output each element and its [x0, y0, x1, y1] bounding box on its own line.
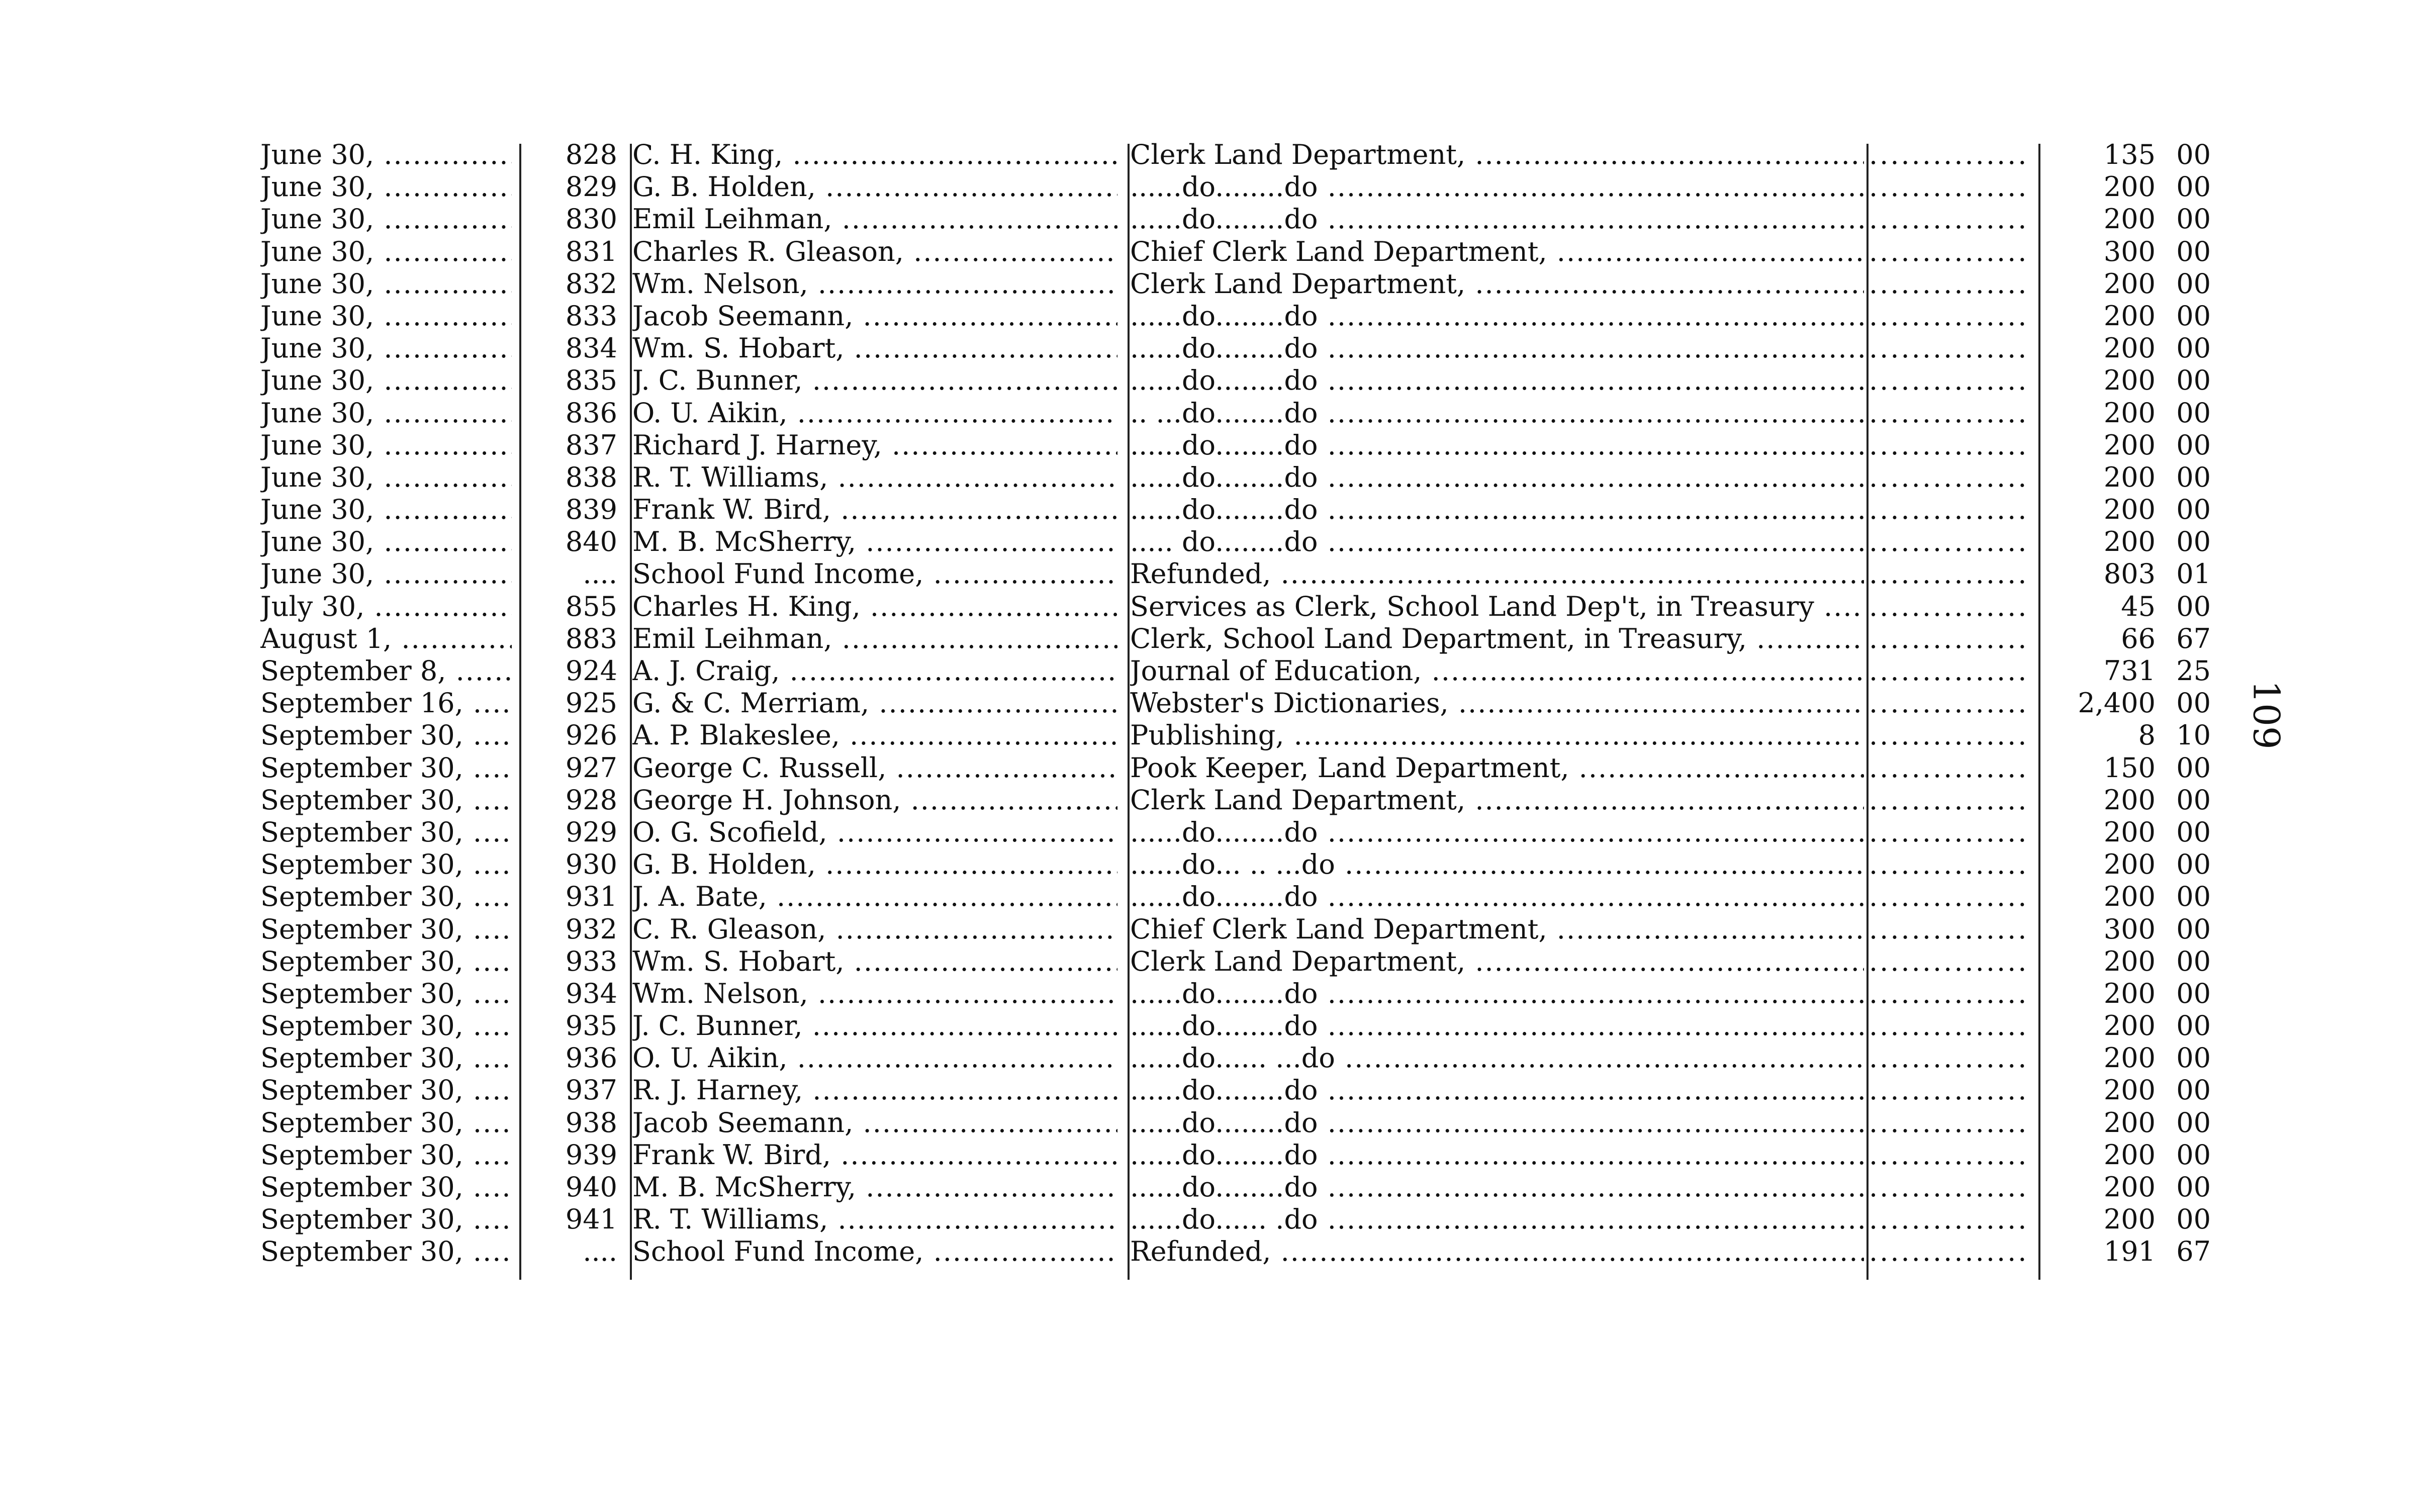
table-row [260, 558, 2221, 590]
row-description: Chief Clerk Land Department, ..... [1130, 913, 1864, 946]
row-amount-dollars: 200 [2103, 848, 2156, 881]
row-payee: C. R. Gleason, ..... [632, 913, 1117, 946]
row-description: Refunded, ..... [1130, 1236, 1864, 1268]
row-description: Services as Clerk, School Land Dep't, in Treasury ..... [1130, 591, 1864, 623]
row-amount-dollars: 200 [2103, 1106, 2156, 1139]
row-payee: Wm. S. Hobart, ..... [632, 946, 1117, 978]
row-voucher-number: 939 [565, 1139, 617, 1171]
row-voucher-number: 833 [565, 300, 617, 332]
row-amount-dollars: 200 [2103, 977, 2156, 1009]
row-payee: J. A. Bate, ..... [632, 881, 1117, 913]
row-amount-dollars: 200 [2103, 1203, 2156, 1236]
row-date: June 30, ..... [260, 203, 512, 235]
table-row [260, 816, 2221, 848]
row-amount-cents: 00 [2176, 881, 2211, 913]
row-description: ......do........do ..... [1130, 978, 1864, 1010]
row-amount-dollars: 135 [2103, 139, 2156, 170]
row-description: ......do........do ..... [1130, 494, 1864, 526]
table-row [260, 1203, 2221, 1236]
row-voucher-number: 839 [565, 494, 617, 526]
row-amount-dollars: 200 [2103, 1139, 2156, 1171]
row-amount-dollars: 200 [2103, 945, 2156, 977]
row-date: September 30, ..... [260, 1236, 512, 1268]
table-row [260, 752, 2221, 784]
row-description: Clerk Land Department, ..... [1130, 784, 1864, 816]
row-description: ......do........do ..... [1130, 332, 1864, 364]
row-payee: School Fund Income, ..... [632, 1236, 1117, 1268]
row-description: Journal of Education, ..... [1130, 655, 1864, 687]
row-date: June 30, ..... [260, 171, 512, 203]
table-row [260, 1171, 2221, 1203]
row-voucher-number: 834 [565, 332, 617, 364]
row-voucher-number: 924 [565, 655, 617, 687]
row-amount-cents: 25 [2176, 655, 2211, 687]
row-amount-dollars: 200 [2103, 171, 2156, 203]
row-amount-cents: 00 [2176, 1139, 2211, 1171]
row-date: June 30, ..... [260, 494, 512, 526]
row-voucher-number: 927 [565, 751, 617, 784]
row-description: ......do... .. ...do ..... [1130, 848, 1864, 881]
row-blank-column [1869, 1074, 2025, 1106]
row-amount-cents: 00 [2176, 461, 2211, 493]
row-payee: Charles H. King, ..... [632, 591, 1117, 623]
table-row [260, 623, 2221, 655]
row-voucher-number: 935 [565, 1010, 617, 1042]
row-description: Pook Keeper, Land Department, ..... [1130, 752, 1864, 784]
row-amount-dollars: 191 [2103, 1236, 2156, 1268]
row-date: September 30, ..... [260, 752, 512, 784]
row-description: ......do........do ..... [1130, 429, 1864, 461]
row-date: September 30, ..... [260, 946, 512, 978]
row-voucher-number: .... [583, 558, 617, 590]
table-row [260, 203, 2221, 235]
row-payee: Jacob Seemann, ..... [632, 1107, 1117, 1139]
row-amount-dollars: 200 [2103, 461, 2156, 493]
row-date: August 1, ..... [260, 623, 512, 655]
row-voucher-number: 926 [565, 719, 617, 751]
row-blank-column [1869, 332, 2025, 364]
table-row [260, 364, 2221, 397]
row-voucher-number: 883 [565, 622, 617, 654]
row-amount-cents: 67 [2176, 1236, 2211, 1268]
row-description: ......do........do ..... [1130, 1074, 1864, 1106]
row-payee: Charles R. Gleason, ..... [632, 236, 1117, 268]
row-payee: J. C. Bunner, ..... [632, 1010, 1117, 1042]
table-row [260, 1107, 2221, 1139]
row-voucher-number: 925 [565, 687, 617, 719]
row-blank-column [1869, 1203, 2025, 1236]
row-date: June 30, ..... [260, 558, 512, 590]
row-blank-column [1869, 1107, 2025, 1139]
row-blank-column [1869, 719, 2025, 751]
row-blank-column [1869, 429, 2025, 461]
row-amount-cents: 00 [2176, 397, 2211, 429]
row-voucher-number: 838 [565, 461, 617, 493]
row-payee: R. T. Williams, ..... [632, 1203, 1117, 1236]
row-date: September 30, ..... [260, 881, 512, 913]
row-payee: Richard J. Harney, ..... [632, 429, 1117, 461]
table-row [260, 1236, 2221, 1268]
table-row [260, 687, 2221, 719]
row-amount-cents: 10 [2176, 719, 2211, 751]
page-number: 109 [2245, 680, 2288, 749]
row-blank-column [1869, 526, 2025, 558]
row-date: June 30, ..... [260, 268, 512, 300]
table-row [260, 719, 2221, 751]
table-row [260, 848, 2221, 881]
row-amount-dollars: 2,400 [2078, 687, 2156, 719]
table-row [260, 171, 2221, 203]
table-row [260, 913, 2221, 946]
row-blank-column [1869, 1236, 2025, 1268]
row-amount-cents: 00 [2176, 171, 2211, 203]
row-voucher-number: 837 [565, 429, 617, 461]
row-voucher-number: .... [583, 1236, 617, 1268]
row-amount-dollars: 200 [2103, 203, 2156, 235]
table-row [260, 1139, 2221, 1171]
row-amount-cents: 00 [2176, 590, 2211, 622]
table-row [260, 784, 2221, 816]
row-payee: O. U. Aikin, ..... [632, 1042, 1117, 1074]
row-description: ......do........do ..... [1130, 171, 1864, 203]
row-date: September 30, ..... [260, 1203, 512, 1236]
row-amount-cents: 00 [2176, 235, 2211, 267]
row-date: July 30, ..... [260, 591, 512, 623]
row-date: September 30, ..... [260, 1107, 512, 1139]
row-voucher-number: 828 [565, 139, 617, 170]
row-blank-column [1869, 268, 2025, 300]
row-payee: George C. Russell, ..... [632, 752, 1117, 784]
table-row [260, 591, 2221, 623]
row-amount-cents: 00 [2176, 848, 2211, 881]
table-row [260, 1074, 2221, 1106]
row-description: ......do........do ..... [1130, 1107, 1864, 1139]
row-description: ......do........do ..... [1130, 1139, 1864, 1171]
row-amount-cents: 00 [2176, 526, 2211, 558]
row-date: September 16, ..... [260, 687, 512, 719]
row-description: ......do........do ..... [1130, 300, 1864, 332]
row-payee: M. B. McSherry, ..... [632, 526, 1117, 558]
row-description: Clerk Land Department, ..... [1130, 268, 1864, 300]
row-blank-column [1869, 1171, 2025, 1203]
row-date: September 30, ..... [260, 1139, 512, 1171]
row-amount-dollars: 731 [2103, 655, 2156, 687]
row-blank-column [1869, 591, 2025, 623]
row-blank-column [1869, 397, 2025, 429]
table-row [260, 881, 2221, 913]
row-payee: R. T. Williams, ..... [632, 461, 1117, 494]
row-voucher-number: 930 [565, 848, 617, 881]
row-voucher-number: 936 [565, 1042, 617, 1074]
row-amount-dollars: 200 [2103, 364, 2156, 397]
row-voucher-number: 933 [565, 945, 617, 977]
row-blank-column [1869, 558, 2025, 590]
row-date: June 30, ..... [260, 429, 512, 461]
row-voucher-number: 830 [565, 203, 617, 235]
row-date: September 30, ..... [260, 1171, 512, 1203]
row-amount-cents: 00 [2176, 494, 2211, 526]
row-amount-dollars: 200 [2103, 881, 2156, 913]
row-voucher-number: 938 [565, 1106, 617, 1139]
table-row [260, 494, 2221, 526]
row-description: ......do........do ..... [1130, 364, 1864, 397]
row-blank-column [1869, 1010, 2025, 1042]
row-date: September 30, ..... [260, 816, 512, 848]
row-blank-column [1869, 881, 2025, 913]
table-row [260, 1042, 2221, 1074]
row-amount-cents: 00 [2176, 429, 2211, 461]
row-description: Clerk, School Land Department, in Treasury, ..... [1130, 623, 1864, 655]
row-voucher-number: 831 [565, 235, 617, 267]
row-amount-cents: 00 [2176, 945, 2211, 977]
row-amount-dollars: 66 [2121, 622, 2156, 654]
table-row [260, 429, 2221, 461]
row-voucher-number: 832 [565, 267, 617, 300]
table-row [260, 946, 2221, 978]
row-payee: A. J. Craig, ..... [632, 655, 1117, 687]
row-amount-dollars: 200 [2103, 1171, 2156, 1203]
row-payee: O. U. Aikin, ..... [632, 397, 1117, 429]
row-date: September 30, ..... [260, 913, 512, 946]
row-payee: School Fund Income, ..... [632, 558, 1117, 590]
row-blank-column [1869, 1042, 2025, 1074]
row-description: Webster's Dictionaries, ..... [1130, 687, 1864, 719]
row-voucher-number: 855 [565, 590, 617, 622]
row-amount-dollars: 300 [2103, 235, 2156, 267]
row-amount-dollars: 150 [2103, 751, 2156, 784]
row-amount-cents: 00 [2176, 332, 2211, 364]
row-payee: Wm. S. Hobart, ..... [632, 332, 1117, 364]
row-voucher-number: 941 [565, 1203, 617, 1236]
row-description: Refunded, ..... [1130, 558, 1864, 590]
row-amount-dollars: 200 [2103, 332, 2156, 364]
row-description: ......do........do ..... [1130, 203, 1864, 235]
row-description: ......do...... ...do ..... [1130, 1042, 1864, 1074]
row-description: ......do........do ..... [1130, 881, 1864, 913]
row-payee: R. J. Harney, ..... [632, 1074, 1117, 1106]
row-blank-column [1869, 913, 2025, 946]
row-payee: A. P. Blakeslee, ..... [632, 719, 1117, 751]
row-amount-cents: 00 [2176, 267, 2211, 300]
row-date: June 30, ..... [260, 332, 512, 364]
row-date: September 30, ..... [260, 848, 512, 881]
row-date: June 30, ..... [260, 300, 512, 332]
row-voucher-number: 940 [565, 1171, 617, 1203]
row-amount-cents: 00 [2176, 203, 2211, 235]
table-row [260, 526, 2221, 558]
row-description: ..... do........do ..... [1130, 526, 1864, 558]
row-date: June 30, ..... [260, 397, 512, 429]
row-blank-column [1869, 494, 2025, 526]
row-payee: Frank W. Bird, ..... [632, 494, 1117, 526]
row-amount-dollars: 300 [2103, 913, 2156, 945]
row-voucher-number: 937 [565, 1074, 617, 1106]
row-amount-cents: 00 [2176, 687, 2211, 719]
row-blank-column [1869, 364, 2025, 397]
table-row [260, 236, 2221, 268]
table-row [260, 139, 2221, 171]
row-date: June 30, ..... [260, 364, 512, 397]
row-voucher-number: 836 [565, 397, 617, 429]
row-blank-column [1869, 687, 2025, 719]
row-blank-column [1869, 752, 2025, 784]
row-amount-cents: 00 [2176, 1106, 2211, 1139]
table-row [260, 978, 2221, 1010]
row-description: ......do........do ..... [1130, 1010, 1864, 1042]
ledger-table [260, 139, 2221, 1268]
row-payee: Wm. Nelson, ..... [632, 268, 1117, 300]
row-date: June 30, ..... [260, 461, 512, 494]
row-blank-column [1869, 623, 2025, 655]
table-row [260, 268, 2221, 300]
row-amount-dollars: 8 [2138, 719, 2156, 751]
row-date: June 30, ..... [260, 139, 512, 171]
table-row [260, 461, 2221, 494]
row-amount-cents: 01 [2176, 558, 2211, 590]
row-voucher-number: 840 [565, 526, 617, 558]
row-payee: G. & C. Merriam, ..... [632, 687, 1117, 719]
row-amount-dollars: 200 [2103, 300, 2156, 332]
row-voucher-number: 929 [565, 816, 617, 848]
row-amount-cents: 00 [2176, 913, 2211, 945]
row-amount-cents: 00 [2176, 300, 2211, 332]
row-date: September 30, ..... [260, 784, 512, 816]
row-amount-cents: 00 [2176, 1074, 2211, 1106]
row-date: September 30, ..... [260, 1042, 512, 1074]
row-date: June 30, ..... [260, 236, 512, 268]
table-row [260, 655, 2221, 687]
row-amount-dollars: 200 [2103, 1042, 2156, 1074]
row-amount-dollars: 200 [2103, 1010, 2156, 1042]
row-payee: M. B. McSherry, ..... [632, 1171, 1117, 1203]
row-amount-dollars: 803 [2103, 558, 2156, 590]
row-payee: Frank W. Bird, ..... [632, 1139, 1117, 1171]
row-blank-column [1869, 978, 2025, 1010]
row-payee: J. C. Bunner, ..... [632, 364, 1117, 397]
row-amount-dollars: 200 [2103, 267, 2156, 300]
row-amount-cents: 00 [2176, 751, 2211, 784]
row-blank-column [1869, 816, 2025, 848]
row-blank-column [1869, 655, 2025, 687]
row-payee: Jacob Seemann, ..... [632, 300, 1117, 332]
row-amount-cents: 00 [2176, 1171, 2211, 1203]
row-blank-column [1869, 784, 2025, 816]
row-voucher-number: 928 [565, 784, 617, 816]
row-description: Chief Clerk Land Department, ..... [1130, 236, 1864, 268]
row-payee: Emil Leihman, ..... [632, 203, 1117, 235]
row-description: ......do........do ..... [1130, 1171, 1864, 1203]
row-amount-dollars: 200 [2103, 784, 2156, 816]
row-payee: O. G. Scofield, ..... [632, 816, 1117, 848]
row-description: ......do........do ..... [1130, 816, 1864, 848]
row-blank-column [1869, 203, 2025, 235]
row-amount-cents: 00 [2176, 784, 2211, 816]
table-row [260, 1010, 2221, 1042]
row-amount-cents: 00 [2176, 1203, 2211, 1236]
table-row [260, 397, 2221, 429]
row-amount-cents: 00 [2176, 364, 2211, 397]
row-amount-cents: 00 [2176, 1042, 2211, 1074]
row-amount-cents: 00 [2176, 977, 2211, 1009]
row-payee: Emil Leihman, ..... [632, 623, 1117, 655]
row-amount-dollars: 200 [2103, 397, 2156, 429]
row-date: September 30, ..... [260, 719, 512, 751]
row-amount-cents: 00 [2176, 1010, 2211, 1042]
row-blank-column [1869, 946, 2025, 978]
row-date: September 30, ..... [260, 978, 512, 1010]
row-description: ......do........do ..... [1130, 461, 1864, 494]
row-date: September 30, ..... [260, 1010, 512, 1042]
row-blank-column [1869, 1139, 2025, 1171]
row-description: .. ...do........do ..... [1130, 397, 1864, 429]
row-amount-dollars: 200 [2103, 816, 2156, 848]
row-blank-column [1869, 461, 2025, 494]
row-payee: Wm. Nelson, ..... [632, 978, 1117, 1010]
row-amount-dollars: 200 [2103, 494, 2156, 526]
row-voucher-number: 932 [565, 913, 617, 945]
row-blank-column [1869, 171, 2025, 203]
row-payee: G. B. Holden, ..... [632, 171, 1117, 203]
row-description: Clerk Land Department, ..... [1130, 139, 1864, 171]
row-amount-dollars: 200 [2103, 1074, 2156, 1106]
row-voucher-number: 934 [565, 977, 617, 1009]
row-blank-column [1869, 300, 2025, 332]
row-description: Clerk Land Department, ..... [1130, 946, 1864, 978]
table-row [260, 300, 2221, 332]
row-voucher-number: 829 [565, 171, 617, 203]
row-blank-column [1869, 139, 2025, 171]
row-blank-column [1869, 848, 2025, 881]
row-voucher-number: 835 [565, 364, 617, 397]
row-amount-dollars: 200 [2103, 526, 2156, 558]
row-amount-dollars: 200 [2103, 429, 2156, 461]
row-amount-cents: 00 [2176, 816, 2211, 848]
row-description: ......do...... .do ..... [1130, 1203, 1864, 1236]
row-description: Publishing, ..... [1130, 719, 1864, 751]
row-blank-column [1869, 236, 2025, 268]
row-date: September 30, ..... [260, 1074, 512, 1106]
row-date: September 8, ..... [260, 655, 512, 687]
row-payee: C. H. King, ..... [632, 139, 1117, 171]
table-row [260, 332, 2221, 364]
row-amount-cents: 67 [2176, 622, 2211, 654]
row-payee: G. B. Holden, ..... [632, 848, 1117, 881]
row-date: June 30, ..... [260, 526, 512, 558]
row-amount-dollars: 45 [2121, 590, 2156, 622]
row-amount-cents: 00 [2176, 139, 2211, 170]
row-payee: George H. Johnson, ..... [632, 784, 1117, 816]
row-voucher-number: 931 [565, 881, 617, 913]
